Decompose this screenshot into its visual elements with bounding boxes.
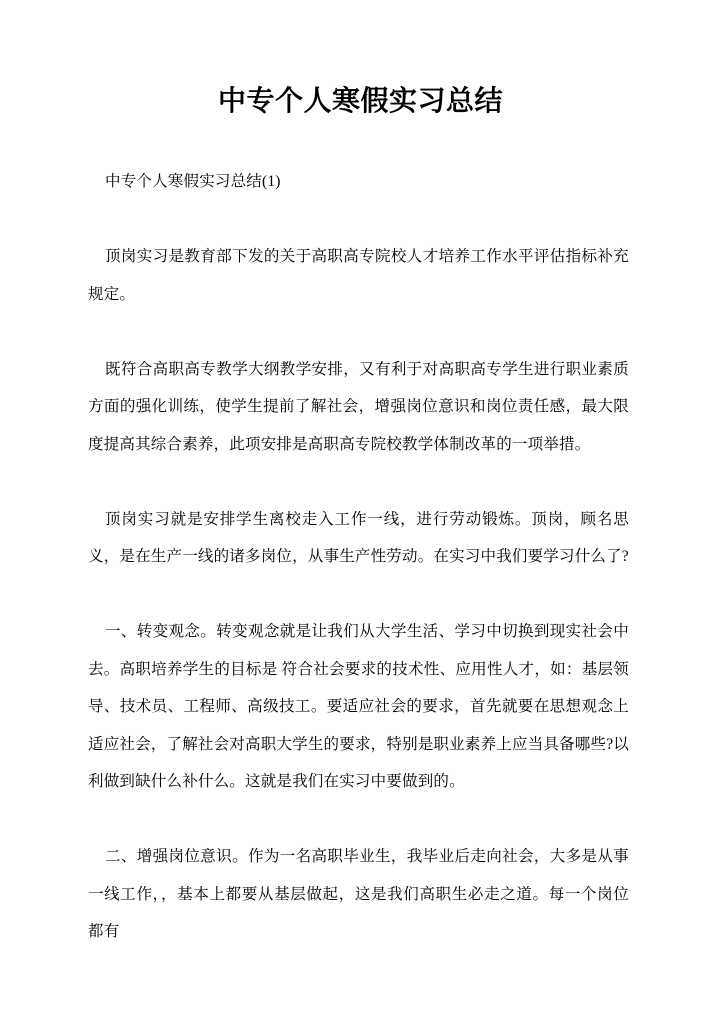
paragraph-intro: 顶岗实习是教育部下发的关于高职高专院校人才培养工作水平评估指标补充规定。 [88, 248, 629, 303]
paragraph-point-one: 一、转变观念。转变观念就是让我们从大学生活、学习中切换到现实社会中去。高职培养学生的目标是 符合社会要求的技术性、应用性人才，如：基层领导、技术员、工程师、高级技工。要适应社会的要求，首先就要在思想观念上适应社会，了解社会对高职大学生的要求，特别是职业素养上应当具备哪些?以利做到缺什么补什么。这就是我们在实习中要做到的。 [88, 623, 629, 790]
paragraph-definition: 顶岗实习就是安排学生离校走入工作一线，进行劳动锻炼。顶岗，顾名思义，是在生产一线的诸多岗位，从事生产性劳动。在实习中我们要学习什么了? [88, 510, 629, 565]
paragraph-purpose: 既符合高职高专教学大纲教学安排，又有利于对高职高专学生进行职业素质方面的强化训练，使学生提前了解社会，增强岗位意识和岗位责任感，最大限度提高其综合素养，此项安排是高职高专院校教学体制改革的一项举措。 [88, 360, 629, 453]
paragraph-point-two: 二、增强岗位意识。作为一名高职毕业生，我毕业后走向社会，大多是从事一线工作，，基本上都要从基层做起，这是我们高职生必走之道。每一个岗位都有 [88, 848, 629, 940]
document-body [88, 163, 629, 951]
document-title: 中专个人寒假实习总结 [217, 86, 503, 117]
paragraph-subtitle: 中专个人寒假实习总结(1) [105, 173, 281, 190]
